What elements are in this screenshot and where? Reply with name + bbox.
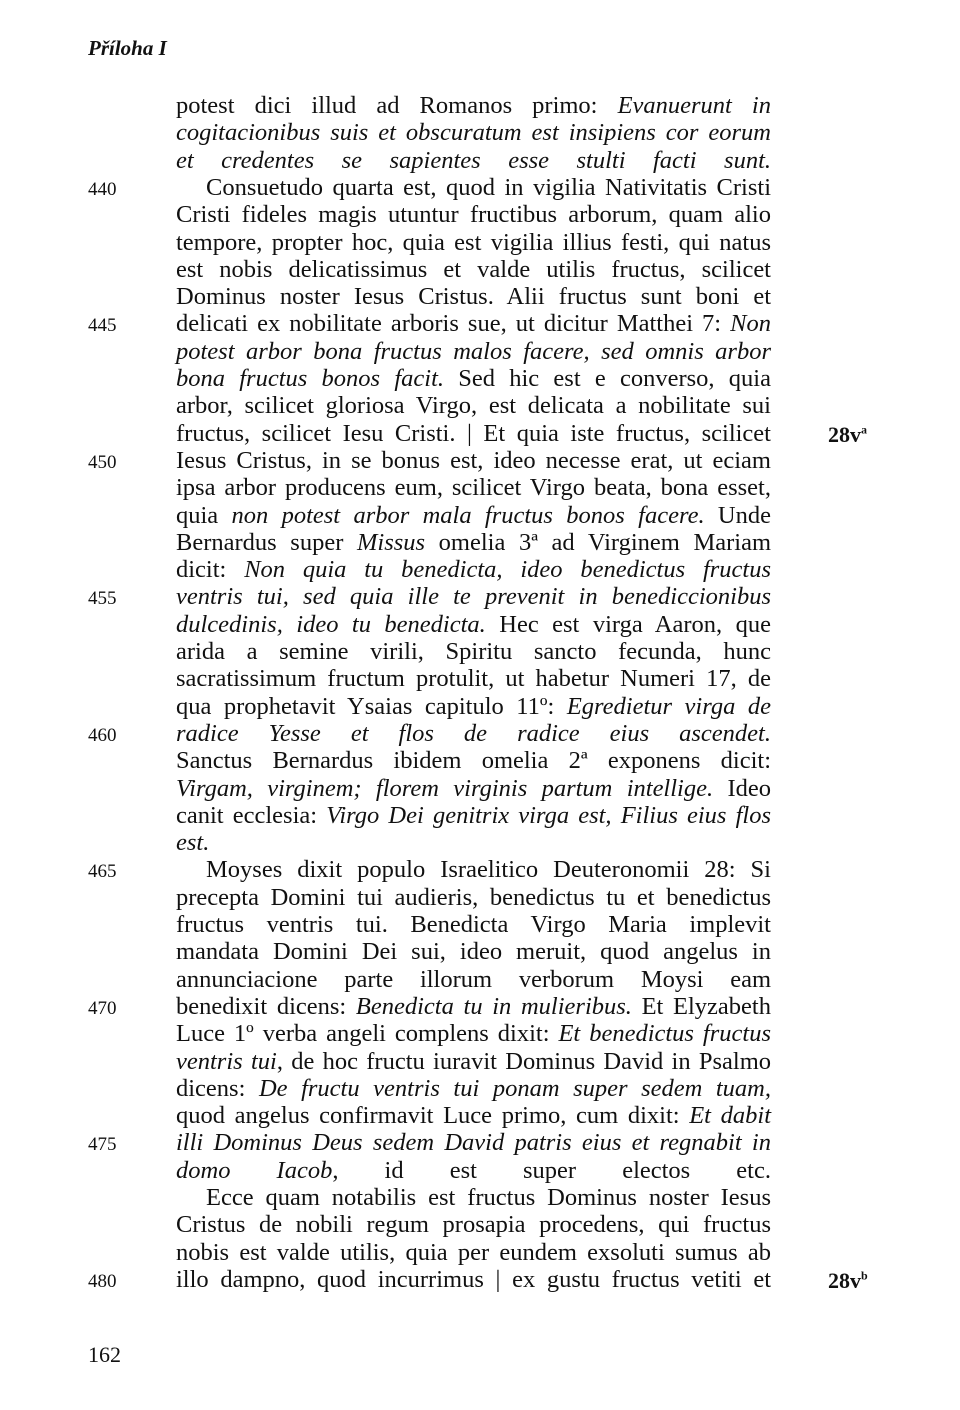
text-line: est. [176,829,210,857]
text-line: ventris tui, de hoc fructu iuravit Dominus David in Psalmo [176,1047,772,1075]
text-line: mandata Domini Dei sui, ideo meruit, quod angelus in [176,938,771,966]
text-line: qua prophetavit Ysaias capitulo 11º: Egredietur virga de [176,692,771,720]
line-number: 455 [88,588,117,610]
text-line: Virgam, virginem; florem virginis partum intellige. Ideo [176,774,771,802]
text-line: Moyses dixit populo Israelitico Deuteronomii 28: Si [206,856,771,884]
text-line: fructus, scilicet Iesu Cristi. | Et quia iste fructus, scilicet [176,419,771,447]
line-number: 470 [88,997,117,1019]
text-line: sacratissimum fructum protulit, ut habetur Numeri 17, de [176,665,771,693]
text-line: illo dampno, quod incurrimus | ex gustu fructus vetiti et [176,1265,771,1293]
text-line: domo Iacob, id est super electos etc. [176,1156,771,1184]
text-line: potest dici illud ad Romanos primo: Evanuerunt in [176,92,771,119]
text-line: ventris tui, sed quia ille te prevenit in benediccionibus [176,583,771,611]
text-line: radice Yesse et flos de radice eius ascendet. [176,719,771,747]
text-line: Ecce quam notabilis est fructus Dominus noster Iesus [206,1184,771,1211]
line-number: 445 [88,315,117,337]
text-line: potest arbor bona fructus malos facere, sed omnis arbor [176,337,771,365]
text-line: Bernardus super Missus omelia 3ª ad Virginem Mariam [176,528,771,556]
text-line: quod angelus confirmavit Luce primo, cum dixit: Et dabit [176,1102,772,1130]
text-line: dicit: Non quia tu benedicta, ideo benedictus fructus [176,556,771,584]
text-line: Cristus de nobili regum prosapia procedens, qui fructus [176,1211,771,1239]
text-line: dicens: De fructu ventris tui ponam super sedem tuam, [176,1074,772,1102]
line-number: 465 [88,861,117,883]
text-line: bona fructus bonos facit. Sed hic est e converso, quia [176,365,771,392]
text-line: tempore, propter hoc, quia est vigilia illius festi, qui natus [176,228,771,256]
text-line: est nobis delicatissimus et valde utilis fructus, scilicet [176,255,771,283]
line-number: 475 [88,1134,117,1156]
line-number: 480 [88,1270,117,1292]
text-line: annunciacione parte illorum verborum Moysi eam [176,965,771,993]
text-line: Iesus Cristus, in se bonus est, ideo necesse erat, ut eciam [176,446,771,474]
text-line: benedixit dicens: Benedicta tu in mulieribus. Et Elyzabeth [176,992,771,1020]
text-line: dulcedinis, ideo tu benedicta. Hec est virga Aaron, que [176,610,771,638]
line-number: 460 [88,724,117,746]
text-line: ipsa arbor producens eum, scilicet Virgo beata, bona esset, [176,474,771,502]
text-line: precepta Domini tui audieris, benedictus tu et benedictus [176,883,771,911]
text-line: Consuetudo quarta est, quod in vigilia Nativitatis Cristi [206,173,771,201]
text-line: nobis est valde utilis, quia per eundem exsoluti sumus ab [176,1238,771,1266]
running-header: Příloha I [88,36,167,60]
text-line: Luce 1º verba angeli complens dixit: Et benedictus fructus [176,1020,771,1048]
text-line: cogitacionibus suis et obscuratum est insipiens cor eorum [176,119,771,147]
line-number: 450 [88,451,117,473]
text-line: Dominus noster Iesus Cristus. Alii fructus sunt boni et [176,283,771,311]
page-number: 162 [88,1342,121,1367]
text-line: Cristi fideles magis utuntur fructibus arborum, quam alio [176,201,771,229]
text-line: et credentes se sapientes esse stulti facti sunt. [176,146,771,174]
folio-marker: $28v^b$ [828,1267,868,1293]
text-line: arbor, scilicet gloriosa Virgo, est delicata a nobilitate sui [176,392,771,420]
line-number: 440 [88,178,117,200]
folio-marker: $28v^a$ [828,421,867,447]
text-line: Sanctus Bernardus ibidem omelia 2ª exponens dicit: [176,747,771,775]
text-line: arida a semine virili, Spiritu sancto fecunda, hunc [176,638,771,665]
text-line: delicati ex nobilitate arboris sue, ut dicitur Matthei 7: Non [176,310,771,338]
text-line: fructus ventris tui. Benedicta Virgo Maria implevit [176,911,771,938]
text-line: quia non potest arbor mala fructus bonos facere. Unde [176,501,771,529]
text-line: illi Dominus Deus sedem David patris eius et regnabit in [176,1129,771,1157]
text-line: canit ecclesia: Virgo Dei genitrix virga est, Filius eius flos [176,801,771,829]
